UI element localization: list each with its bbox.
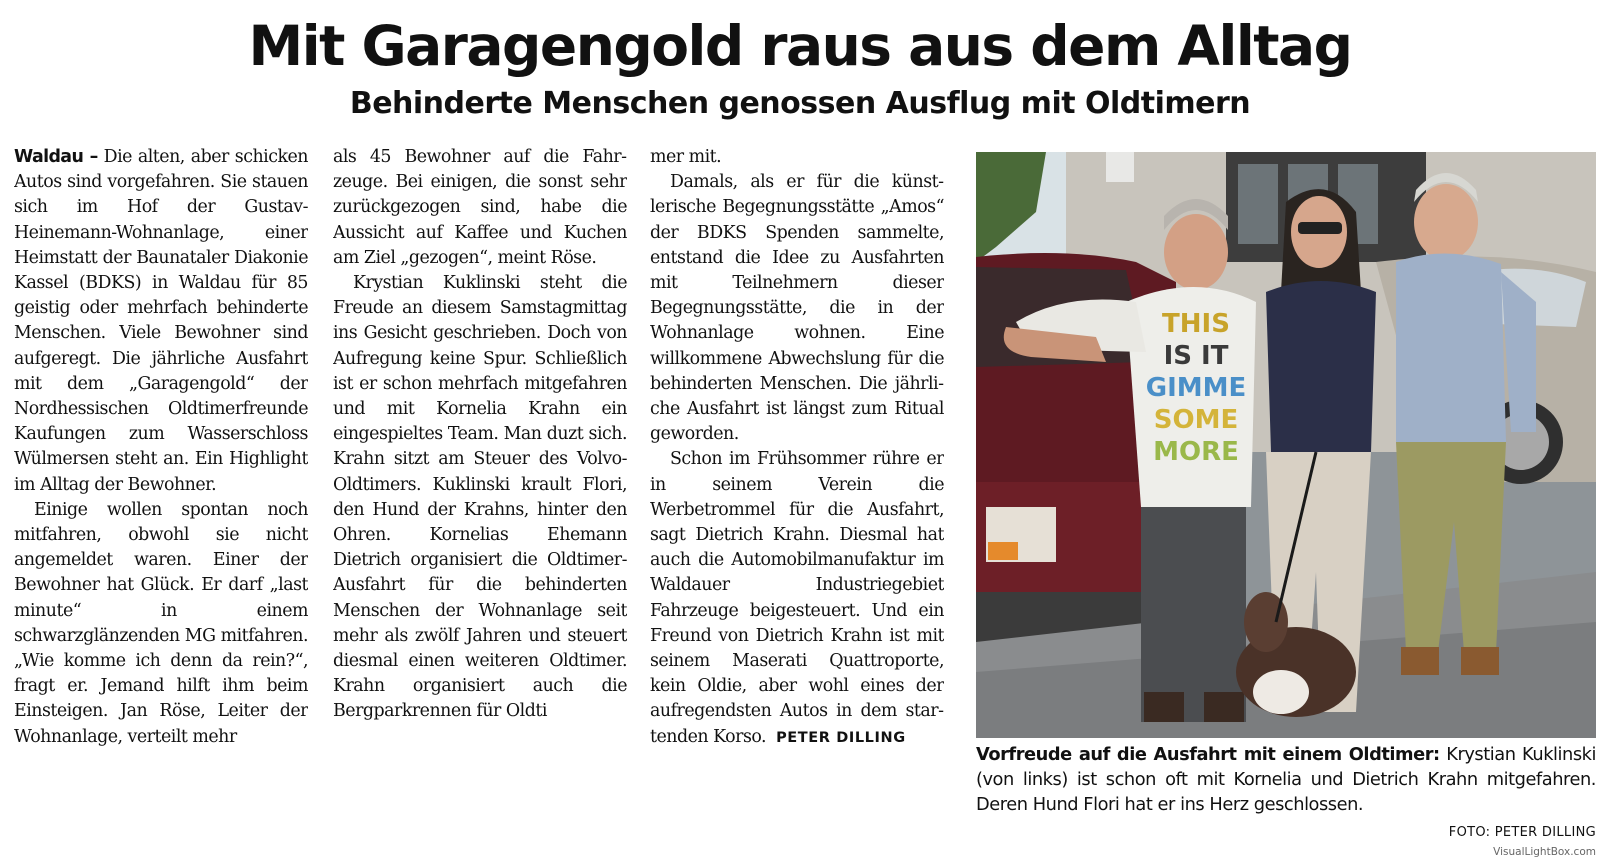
headline: Mit Garagengold raus aus dem Alltag bbox=[248, 14, 1352, 78]
article-paragraph: Damals, als er für die künstlerische Begegnungsstätte „Amos“ der BDKS Spenden sammelte, entstand die Idee zu Ausfahrten mit Teilnehmern dieser Begegnungsstätte, die in der Wohnanlage wohnen. Eine willkommene Abwechslung für die behinderten Menschen. Die jährliche Ausfahrt ist längst zum Ritual geworden. bbox=[650, 172, 944, 445]
shirt-text-line: IS IT bbox=[1163, 341, 1229, 371]
watermark: VisualLightBox.com bbox=[1493, 846, 1596, 858]
paragraph-text: Die alten, aber schicken Autos sind vorgefahren. Sie stauen sich im Hof der Gustav-Heinemann-Wohnanlage, einer Heimstatt der Baunataler Diakonie Kassel (BDKS) in Waldau für 85 geistig oder mehrfach behinderte Menschen. Viele Bewohner sind aufgeregt. Die jährliche Ausfahrt mit dem „Garagengold“ der Nordhessischen Oldtimerfreunde Kaufungen zum Wasserschloss Wülmersen steht an. Ein Highlight im Alltag der Bewohner. bbox=[14, 147, 308, 495]
article-paragraph: Krystian Kuklinski steht die Freude an diesem Samstagmittag ins Gesicht geschrieben. Doch von Aufregung keine Spur. Schließlich ist er schon mehrfach mitgefahren und mit Kornelia Krahn ein eingespieltes Team. Man duzt sich. Krahn sitzt am Steuer des Volvo-Oldtimers. Kuklinski krault Flori, den Hund der Krahns, hinter den Ohren. Kornelias Ehemann Dietrich organisiert die Oldtimer-Ausfahrt für die behinderten Menschen der Wohnanlage seit mehr als zwölf Jahren und steuert diesmal einen weiteren Oldtimer. Krahn organisiert auch die Bergparkrennen für Oldti bbox=[333, 273, 627, 722]
article-column-2 bbox=[333, 145, 627, 845]
article-paragraph bbox=[650, 447, 944, 750]
dateline: Waldau – bbox=[14, 147, 98, 167]
paragraph-text: Schon im Frühsommer rühre er in seinem Verein die Werbetrommel für die Ausfahrt, sagt Dietrich Krahn. Diesmal hat auch die Automobilmanufaktur im Waldauer Industriegebiet Fahrzeuge beigesteuert. Und ein Freund von Dietrich Krahn ist mit seinem Maserati Quattroporte, kein Oldie, aber wohl eines der aufregendsten Autos in dem startenden Korso. bbox=[650, 449, 944, 747]
photo-credit: FOTO: PETER DILLING bbox=[1448, 825, 1596, 840]
photo-illustration bbox=[976, 152, 1596, 738]
caption-lead: Vorfreude auf die Ausfahrt mit einem Oldtimer: bbox=[976, 744, 1440, 765]
shirt-text-line: GIMME bbox=[1145, 373, 1247, 403]
shirt-text-line: MORE bbox=[1153, 437, 1239, 467]
article-paragraph: mer mit. bbox=[650, 147, 722, 167]
subheadline: Behinderte Menschen genossen Ausflug mit Oldtimern bbox=[349, 86, 1251, 121]
article-column-3 bbox=[650, 145, 944, 845]
caption-text: Krystian Kuklinski (von links) ist schon oft mit Kornelia und Dietrich Krahn mitgefahren. Deren Hund Flori hat er ins Herz geschlossen. bbox=[976, 744, 1596, 815]
article-photo bbox=[976, 152, 1596, 738]
article-paragraph: als 45 Bewohner auf die Fahrzeuge. Bei einigen, die sonst sehr zurückgezogen sind, habe die Aussicht auf Kaffee und Kuchen am Ziel „gezogen“, meint Röse. bbox=[333, 147, 627, 268]
author-byline: PETER DILLING bbox=[776, 729, 906, 746]
photo-caption bbox=[976, 742, 1596, 817]
article-column-1 bbox=[14, 145, 308, 845]
shirt-text-line: SOME bbox=[1153, 405, 1239, 435]
article-paragraph: Einige wollen spontan noch mitfahren, obwohl sie nicht angemeldet waren. Einer der Bewohner hat Glück. Er darf „last minute“ in einem schwarzglänzenden MG mitfahren. „Wie komme ich denn da rein?“, fragt er. Jemand hilft ihm beim Einsteigen. Jan Röse, Leiter der Wohnanlage, verteilt mehr bbox=[14, 499, 308, 747]
shirt-text-line: THIS bbox=[1162, 309, 1230, 339]
article-paragraph bbox=[14, 145, 308, 498]
